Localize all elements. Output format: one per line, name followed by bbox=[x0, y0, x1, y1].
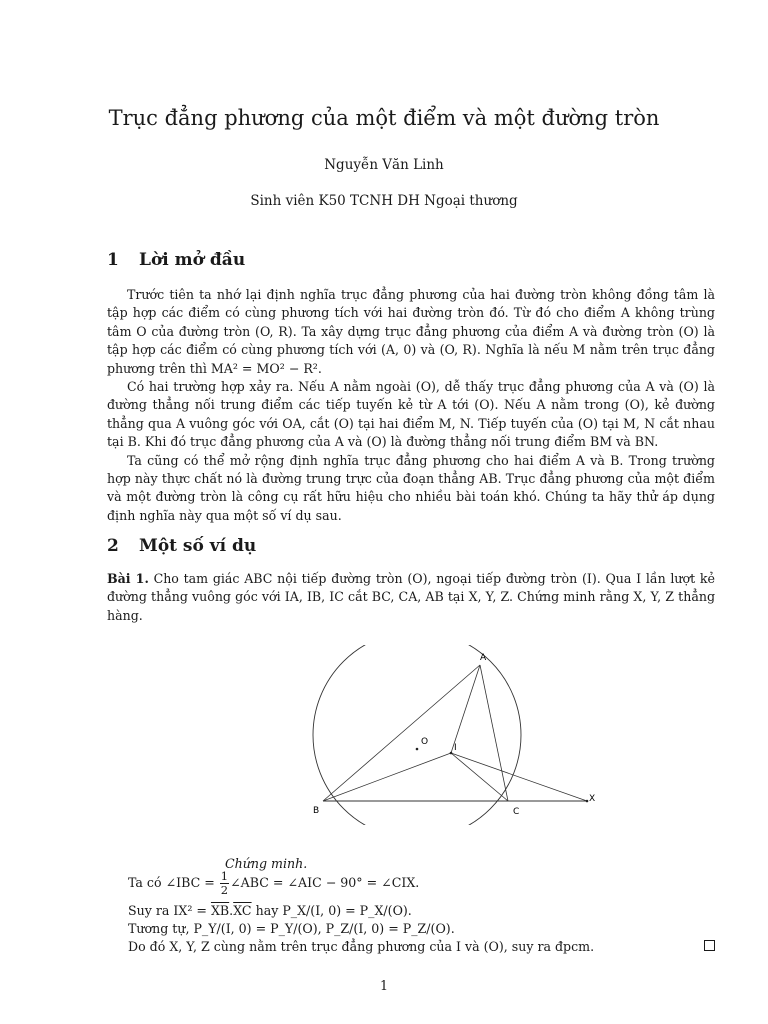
label-c: C bbox=[513, 807, 520, 817]
line-ab bbox=[323, 665, 480, 801]
proof-line-4: Do đó X, Y, Z cùng nằm trên trục đẳng phương của I và (O), suy ra đpcm. bbox=[128, 939, 595, 954]
paper-title: Trục đẳng phương của một điểm và một đường tròn bbox=[108, 106, 660, 130]
label-x: X bbox=[589, 794, 596, 804]
problem-1-label: Bài 1. bbox=[107, 571, 149, 586]
point-i bbox=[450, 752, 453, 755]
circumcircle-o bbox=[313, 645, 521, 825]
proof-line-1-prefix: Ta có ∠IBC = bbox=[128, 875, 219, 890]
paragraph-2: Có hai trường hợp xảy ra. Nếu A nằm ngoài (O), dễ thấy trục đẳng phương của A và (O) là đường thẳng nối trung điểm các tiếp tuyến kẻ từ A tới (O). Nếu A nằm trong (O), kẻ đường thẳng qua A vuông góc với OA, cắt (O) tại hai điểm M, N. Tiếp tuyến của (O) tại M, N cắt nhau tại B. Khi đó trục đẳng phương của A và (O) là đường thẳng nối trung điểm BM và BN. bbox=[107, 379, 715, 450]
section-2-number: 2 bbox=[107, 536, 119, 556]
label-i: I bbox=[454, 743, 457, 753]
proof-line-2-a: Suy ra IX² = bbox=[128, 903, 211, 918]
paragraph-1: Trước tiên ta nhớ lại định nghĩa trục đẳng phương của hai đường tròn không đồng tâm là tập hợp các điểm có cùng phương tích với hai đường tròn đó. Từ đó cho điểm A không trùng tâm O của đường tròn (O, R). Ta xây dựng trục đẳng phương của điểm A và đường tròn (O) là tập hợp các điểm có cùng phương tích với (A, 0) và (O, R). Nghĩa là nếu M nằm trên trục đẳng phương trên thì MA² = MO² − R². bbox=[107, 287, 715, 376]
fraction-numerator: 1 bbox=[220, 869, 229, 883]
qed-square-icon bbox=[704, 940, 715, 951]
segment-xc: $\overline{XC}$ bbox=[233, 903, 252, 918]
author-name: Nguyễn Văn Linh bbox=[324, 157, 444, 173]
section-1-title: Lời mở đầu bbox=[139, 250, 246, 270]
line-ix bbox=[451, 753, 587, 801]
proof-line-2-dot: . bbox=[229, 903, 234, 918]
point-o bbox=[416, 748, 419, 751]
author-affiliation: Sinh viên K50 TCNH DH Ngoại thương bbox=[250, 193, 518, 209]
point-x bbox=[586, 800, 589, 803]
label-b: B bbox=[313, 806, 320, 816]
fraction-denominator: 2 bbox=[220, 883, 229, 897]
section-2-heading bbox=[107, 536, 256, 556]
section-1-body bbox=[107, 286, 715, 525]
label-o: O bbox=[421, 737, 429, 747]
proof-line-1 bbox=[128, 870, 419, 897]
page-number: 1 bbox=[379, 978, 388, 993]
paragraph-3: Ta cũng có thể mở rộng định nghĩa trục đẳng phương cho hai điểm A và B. Trong trường hợp này thực chất nó là đường trung trực của đoạn thẳng AB. Trục đẳng phương của một điểm và một đường tròn là công cụ rất hữu hiệu cho nhiều bài toán khó. Chúng ta hãy thử áp dụng định nghĩa này qua một số ví dụ sau. bbox=[107, 452, 715, 523]
fraction-half bbox=[220, 870, 229, 897]
line-bi bbox=[323, 753, 451, 801]
proof-line-2-b: hay P_X/(I, 0) = P_X/(O). bbox=[251, 903, 412, 918]
proof-title: Chứng minh. bbox=[225, 856, 308, 871]
segment-xb: $\overline{XB}$ bbox=[210, 903, 230, 918]
section-1-number: 1 bbox=[107, 250, 119, 270]
proof-line-1-suffix: ∠ABC = ∠AIC − 90° = ∠CIX. bbox=[230, 875, 420, 890]
section-2-title: Một số ví dụ bbox=[139, 536, 257, 556]
problem-1-text: Cho tam giác ABC nội tiếp đường tròn (O), ngoại tiếp đường tròn (I). Qua I lần lượt kẻ đường thẳng vuông góc với IA, IB, IC cắt BC, CA, AB tại X, Y, Z. Chứng minh rằng X, Y, Z thẳng hàng. bbox=[107, 571, 715, 623]
label-a: A bbox=[480, 653, 487, 663]
proof-line-2 bbox=[128, 902, 412, 920]
section-1-heading bbox=[107, 250, 245, 270]
proof-line-3: Tương tự, P_Y/(I, 0) = P_Y/(O), P_Z/(I, 0) = P_Z/(O). bbox=[128, 921, 455, 936]
line-ai bbox=[451, 665, 480, 753]
geometry-figure bbox=[300, 645, 610, 825]
problem-1 bbox=[107, 570, 715, 625]
